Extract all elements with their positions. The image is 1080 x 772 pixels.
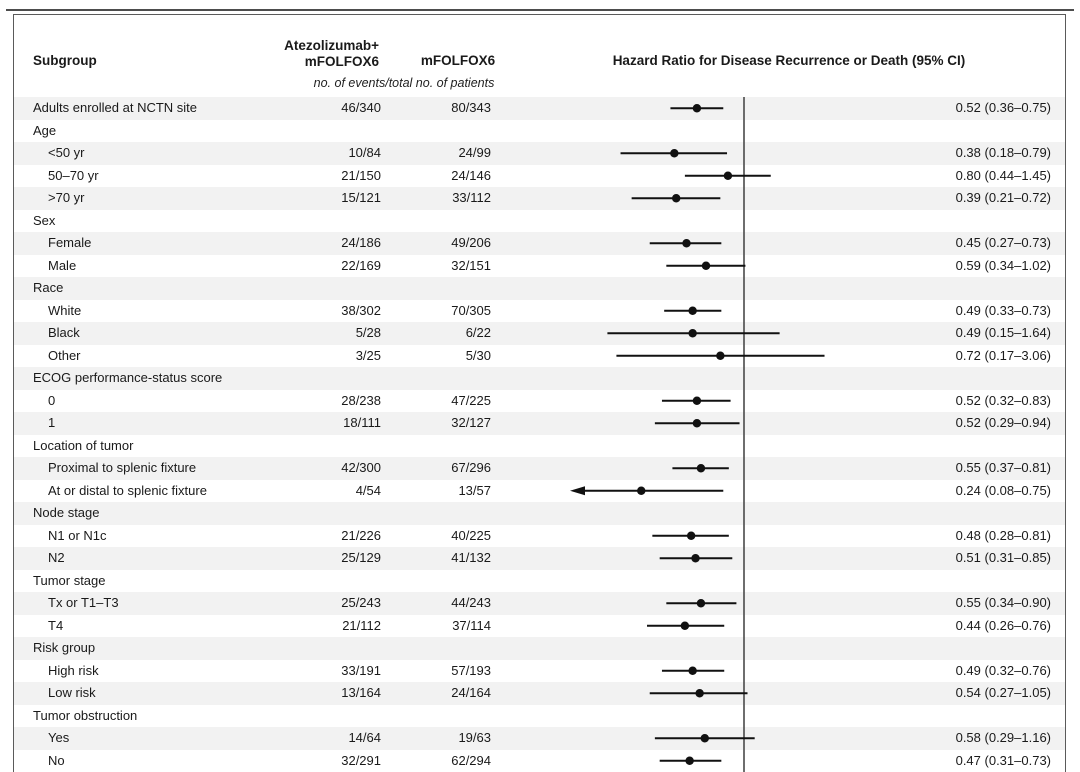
mfolfox-events-cell: 57/193 <box>451 662 491 678</box>
mfolfox-events-cell: 13/57 <box>458 482 491 498</box>
group-header-row <box>14 435 1065 458</box>
hazard-ratio-value: 0.52 (0.36–0.75) <box>955 100 1051 115</box>
mfolfox-events-cell: 5/30 <box>465 347 491 363</box>
subgroup-label: >70 yr <box>48 190 85 205</box>
subgroup-label: Tx or T1–T3 <box>48 595 119 610</box>
hazard-ratio-value: 0.51 (0.31–0.85) <box>955 550 1051 565</box>
table-row <box>14 547 1065 570</box>
subgroup-label: Sex <box>33 212 56 228</box>
group-header-row <box>14 705 1065 728</box>
atezolizumab-events-cell: 42/300 <box>341 460 381 475</box>
hazard-ratio-value: 0.59 (0.34–1.02) <box>955 257 1051 273</box>
hazard-ratio-value: 0.55 (0.37–0.81) <box>955 460 1051 475</box>
subgroup-label: Location of tumor <box>33 437 134 453</box>
mfolfox-events-cell: 19/63 <box>458 730 491 745</box>
subgroup-label: 0 <box>48 392 56 408</box>
atezolizumab-events-cell: 3/25 <box>355 347 381 363</box>
mfolfox-events-cell: 37/114 <box>452 617 491 633</box>
mfolfox-events-cell: 24/164 <box>451 685 491 700</box>
table-row <box>14 187 1065 210</box>
subgroup-label: Yes <box>48 730 70 745</box>
atezolizumab-events-cell: 18/111 <box>343 415 381 430</box>
subgroup-label: N1 or N1c <box>48 527 107 543</box>
subgroup-label: Other <box>48 347 81 363</box>
atezolizumab-events-cell: 28/238 <box>341 392 381 408</box>
mfolfox-events-cell: 44/243 <box>451 595 491 610</box>
subgroup-label: High risk <box>48 662 99 678</box>
mfolfox-events-cell: 6/22 <box>465 325 491 340</box>
subgroup-label: Risk group <box>33 640 96 655</box>
group-header-row <box>14 637 1065 660</box>
atezolizumab-events-cell: 10/84 <box>348 145 381 160</box>
subgroup-label: Black <box>48 325 80 340</box>
table-row <box>14 525 1065 548</box>
column-header-mfolfox: mFOLFOX6 <box>420 53 496 68</box>
hazard-ratio-value: 0.24 (0.08–0.75) <box>955 482 1051 498</box>
table-row <box>14 300 1065 323</box>
mfolfox-events-cell: 33/112 <box>452 190 491 205</box>
atezolizumab-events-cell: 22/169 <box>341 257 381 273</box>
atezolizumab-events-cell: 25/129 <box>341 550 381 565</box>
hazard-ratio-value: 0.54 (0.27–1.05) <box>955 685 1051 700</box>
table-row <box>14 457 1065 480</box>
atezolizumab-events-cell: 46/340 <box>341 100 381 115</box>
atezolizumab-events-cell: 4/54 <box>355 482 381 498</box>
table-row <box>14 390 1065 413</box>
table-row <box>14 97 1065 120</box>
table-row <box>14 660 1065 683</box>
atezolizumab-events-cell: 14/64 <box>348 730 381 745</box>
group-header-row <box>14 367 1065 390</box>
subgroup-label: At or distal to splenic fixture <box>48 482 207 498</box>
hazard-ratio-value: 0.52 (0.29–0.94) <box>955 415 1051 430</box>
group-header-row <box>14 120 1065 143</box>
mfolfox-events-cell: 24/146 <box>451 167 491 183</box>
hazard-ratio-value: 0.45 (0.27–0.73) <box>955 235 1051 250</box>
figure-panel <box>13 14 1066 772</box>
hazard-ratio-value: 0.49 (0.15–1.64) <box>955 325 1051 340</box>
mfolfox-events-cell: 24/99 <box>458 145 491 160</box>
mfolfox-events-cell: 32/127 <box>451 415 491 430</box>
hazard-ratio-value: 0.52 (0.32–0.83) <box>955 392 1051 408</box>
table-row <box>14 727 1065 750</box>
hazard-ratio-value: 0.39 (0.21–0.72) <box>955 190 1051 205</box>
group-header-row <box>14 570 1065 593</box>
hazard-ratio-value: 0.72 (0.17–3.06) <box>955 347 1051 363</box>
table-row <box>14 412 1065 435</box>
atezolizumab-events-cell: 32/291 <box>341 752 381 768</box>
mfolfox-events-cell: 49/206 <box>451 235 491 250</box>
table-row <box>14 255 1065 278</box>
column-header-atezolizumab-line1: Atezolizumab+ <box>284 38 379 53</box>
hazard-ratio-value: 0.44 (0.26–0.76) <box>955 617 1051 633</box>
table-row <box>14 232 1065 255</box>
mfolfox-events-cell: 67/296 <box>451 460 491 475</box>
subgroup-label: Proximal to splenic fixture <box>48 460 197 475</box>
hazard-ratio-value: 0.55 (0.34–0.90) <box>955 595 1051 610</box>
column-header-hazard-ratio: Hazard Ratio for Disease Recurrence or Death (95% CI) <box>612 53 966 68</box>
subgroup-label: ECOG performance-status score <box>33 370 223 385</box>
subgroup-label: Male <box>48 257 77 273</box>
table-row <box>14 345 1065 368</box>
subgroup-label: Node stage <box>33 505 100 520</box>
subgroup-label: No <box>48 752 65 768</box>
atezolizumab-events-cell: 24/186 <box>341 235 381 250</box>
atezolizumab-events-cell: 15/121 <box>341 190 381 205</box>
column-header-atezolizumab-line2: mFOLFOX6 <box>304 53 379 69</box>
top-rule <box>6 9 1074 11</box>
subgroup-label: Age <box>33 122 57 138</box>
table-row <box>14 142 1065 165</box>
mfolfox-events-cell: 47/225 <box>451 392 491 408</box>
group-header-row <box>14 277 1065 300</box>
atezolizumab-events-cell: 5/28 <box>355 325 381 340</box>
mfolfox-events-cell: 40/225 <box>451 527 491 543</box>
mfolfox-events-cell: 62/294 <box>451 752 491 768</box>
table-row <box>14 682 1065 705</box>
atezolizumab-events-cell: 21/112 <box>342 617 381 633</box>
subgroup-label: Low risk <box>48 685 96 700</box>
hazard-ratio-value: 0.48 (0.28–0.81) <box>955 527 1051 543</box>
atezolizumab-events-cell: 13/164 <box>341 685 381 700</box>
atezolizumab-events-cell: 33/191 <box>341 662 381 678</box>
subgroup-label: Tumor obstruction <box>33 707 138 723</box>
hazard-ratio-value: 0.80 (0.44–1.45) <box>955 167 1051 183</box>
subgroup-label: Tumor stage <box>33 572 106 588</box>
mfolfox-events-cell: 41/132 <box>451 550 491 565</box>
atezolizumab-events-cell: 38/302 <box>341 302 381 318</box>
subgroup-rows <box>14 97 1065 772</box>
table-row <box>14 592 1065 615</box>
subgroup-label: N2 <box>48 550 65 565</box>
subgroup-label: Female <box>48 235 92 250</box>
atezolizumab-events-cell: 25/243 <box>341 595 381 610</box>
atezolizumab-events-cell: 21/150 <box>341 167 381 183</box>
hazard-ratio-value: 0.38 (0.18–0.79) <box>955 145 1051 160</box>
table-row <box>14 165 1065 188</box>
mfolfox-events-cell: 70/305 <box>451 302 491 318</box>
subgroup-label: Adults enrolled at NCTN site <box>33 100 198 115</box>
subgroup-label: <50 yr <box>48 145 85 160</box>
events-note: no. of events/total no. of patients <box>313 76 495 90</box>
atezolizumab-events-cell: 21/226 <box>341 527 381 543</box>
mfolfox-events-cell: 80/343 <box>451 100 491 115</box>
column-header-subgroup: Subgroup <box>33 53 97 68</box>
table-row <box>14 322 1065 345</box>
hazard-ratio-value: 0.47 (0.31–0.73) <box>955 752 1051 768</box>
hazard-ratio-value: 0.49 (0.32–0.76) <box>955 662 1051 678</box>
column-header-atezolizumab <box>214 38 379 69</box>
subgroup-label: Race <box>33 280 64 295</box>
hazard-ratio-value: 0.58 (0.29–1.16) <box>955 730 1051 745</box>
group-header-row <box>14 502 1065 525</box>
subgroup-label: White <box>48 302 82 318</box>
subgroup-label: T4 <box>48 617 64 633</box>
subgroup-label: 1 <box>48 415 56 430</box>
group-header-row <box>14 210 1065 233</box>
table-row <box>14 750 1065 772</box>
hazard-ratio-value: 0.49 (0.33–0.73) <box>955 302 1051 318</box>
table-row <box>14 615 1065 638</box>
mfolfox-events-cell: 32/151 <box>451 257 491 273</box>
subgroup-label: 50–70 yr <box>48 167 99 183</box>
table-row <box>14 480 1065 503</box>
